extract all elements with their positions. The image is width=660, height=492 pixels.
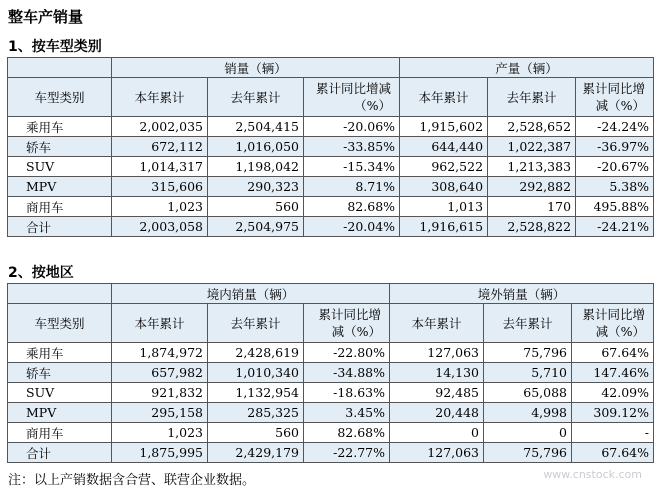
cell-d_chg: -34.88% [304, 363, 390, 383]
cell-o_this: 127,063 [390, 343, 484, 363]
cell-type: 乘用车 [8, 117, 112, 137]
table-row [8, 197, 654, 217]
cell-type: 商用车 [8, 197, 112, 217]
table-row [8, 117, 654, 137]
cell-s_this: 672,112 [112, 137, 208, 157]
cell-s_this: 1,014,317 [112, 157, 208, 177]
table-row [8, 137, 654, 157]
cell-o_chg: 309.12% [572, 403, 654, 423]
header-overseas-this-year: 本年累计 [390, 304, 484, 343]
cell-s_this: 1,023 [112, 197, 208, 217]
cell-d_this: 657,982 [112, 363, 208, 383]
section-title-by-type: 1、按车型类别 [8, 39, 102, 55]
cell-d_chg: 82.68% [304, 423, 390, 443]
cell-p_last: 170 [488, 197, 576, 217]
cell-o_last: 0 [484, 423, 572, 443]
header-production-last-year: 去年累计 [488, 78, 576, 117]
cell-d_this: 295,158 [112, 403, 208, 423]
header-production-this-year: 本年累计 [400, 78, 488, 117]
cell-p_chg: -24.21% [576, 217, 654, 237]
cell-o_chg: 147.46% [572, 363, 654, 383]
header-vehicle-type: 车型类别 [8, 78, 112, 117]
header-corner [8, 284, 112, 304]
cell-s_chg: 82.68% [304, 197, 400, 217]
cell-p_chg: -24.24% [576, 117, 654, 137]
cell-p_last: 2,528,652 [488, 117, 576, 137]
cell-p_last: 292,882 [488, 177, 576, 197]
cell-p_this: 644,440 [400, 137, 488, 157]
cell-d_last: 1,010,340 [208, 363, 304, 383]
table-row [8, 217, 654, 237]
header-sales-this-year: 本年累计 [112, 78, 208, 117]
cell-o_chg: 67.64% [572, 443, 654, 463]
cell-s_this: 315,606 [112, 177, 208, 197]
header-vehicle-type: 车型类别 [8, 304, 112, 343]
header-overseas-change: 累计同比增减（%） [572, 304, 654, 343]
cell-o_this: 20,448 [390, 403, 484, 423]
cell-d_chg: 3.45% [304, 403, 390, 423]
table-row [8, 423, 654, 443]
cell-type: 轿车 [8, 363, 112, 383]
cell-p_this: 1,915,602 [400, 117, 488, 137]
cell-d_last: 2,429,179 [208, 443, 304, 463]
cell-p_chg: -20.67% [576, 157, 654, 177]
cell-d_last: 1,132,954 [208, 383, 304, 403]
cell-s_chg: -20.06% [304, 117, 400, 137]
cell-o_last: 75,796 [484, 343, 572, 363]
cell-o_this: 127,063 [390, 443, 484, 463]
cell-s_last: 2,504,975 [208, 217, 304, 237]
cell-s_chg: -33.85% [304, 137, 400, 157]
header-sales-group: 销量（辆） [112, 58, 400, 78]
cell-d_chg: -22.77% [304, 443, 390, 463]
cell-s_last: 290,323 [208, 177, 304, 197]
cell-type: MPV [8, 177, 112, 197]
page-title: 整车产销量 [8, 8, 84, 26]
header-overseas-last-year: 去年累计 [484, 304, 572, 343]
cell-o_this: 14,130 [390, 363, 484, 383]
cell-o_last: 4,998 [484, 403, 572, 423]
cell-p_chg: 5.38% [576, 177, 654, 197]
cell-d_chg: -18.63% [304, 383, 390, 403]
header-overseas-group: 境外销量（辆） [390, 284, 654, 304]
cell-type: 乘用车 [8, 343, 112, 363]
cell-p_last: 1,213,383 [488, 157, 576, 177]
cell-s_chg: -15.34% [304, 157, 400, 177]
table-row [8, 443, 654, 463]
header-production-group: 产量（辆） [400, 58, 654, 78]
cell-d_this: 1,023 [112, 423, 208, 443]
cell-p_chg: -36.97% [576, 137, 654, 157]
cell-d_last: 2,428,619 [208, 343, 304, 363]
table-by-region [7, 283, 654, 463]
table-row [8, 177, 654, 197]
header-production-change: 累计同比增减（%） [576, 78, 654, 117]
cell-p_last: 1,022,387 [488, 137, 576, 157]
cell-o_chg: 42.09% [572, 383, 654, 403]
header-sales-last-year: 去年累计 [208, 78, 304, 117]
header-domestic-this-year: 本年累计 [112, 304, 208, 343]
cell-o_this: 0 [390, 423, 484, 443]
cell-type: 商用车 [8, 423, 112, 443]
cell-type: SUV [8, 157, 112, 177]
cell-p_this: 308,640 [400, 177, 488, 197]
cell-p_this: 1,013 [400, 197, 488, 217]
cell-s_this: 2,003,058 [112, 217, 208, 237]
cell-d_last: 285,325 [208, 403, 304, 423]
table-row [8, 383, 654, 403]
cell-d_this: 921,832 [112, 383, 208, 403]
cell-s_last: 1,198,042 [208, 157, 304, 177]
cell-type: 合计 [8, 217, 112, 237]
cell-s_last: 2,504,415 [208, 117, 304, 137]
footnote: 注：以上产销数据含合营、联营企业数据。 [8, 473, 256, 488]
section-title-by-region: 2、按地区 [8, 265, 74, 281]
table-row [8, 403, 654, 423]
cell-p_this: 1,916,615 [400, 217, 488, 237]
header-sales-change: 累计同比增减（%） [304, 78, 400, 117]
cell-o_this: 92,485 [390, 383, 484, 403]
cell-o_last: 65,088 [484, 383, 572, 403]
cell-o_chg: 67.64% [572, 343, 654, 363]
cell-p_last: 2,528,822 [488, 217, 576, 237]
header-corner [8, 58, 112, 78]
cell-s_chg: 8.71% [304, 177, 400, 197]
table-row [8, 363, 654, 383]
cell-d_this: 1,874,972 [112, 343, 208, 363]
header-domestic-change: 累计同比增减（%） [304, 304, 390, 343]
cell-o_last: 75,796 [484, 443, 572, 463]
cell-o_chg: - [572, 423, 654, 443]
cell-type: SUV [8, 383, 112, 403]
cell-s_chg: -20.04% [304, 217, 400, 237]
cell-type: 合计 [8, 443, 112, 463]
table-by-vehicle-type [7, 57, 654, 237]
cell-s_this: 2,002,035 [112, 117, 208, 137]
cell-d_last: 560 [208, 423, 304, 443]
header-domestic-group: 境内销量（辆） [112, 284, 390, 304]
cell-d_chg: -22.80% [304, 343, 390, 363]
cell-s_last: 560 [208, 197, 304, 217]
cell-o_last: 5,710 [484, 363, 572, 383]
cell-type: MPV [8, 403, 112, 423]
header-domestic-last-year: 去年累计 [208, 304, 304, 343]
cell-type: 轿车 [8, 137, 112, 157]
watermark: www.cnstock.com [543, 468, 642, 481]
table-row [8, 343, 654, 363]
cell-p_chg: 495.88% [576, 197, 654, 217]
table-row [8, 157, 654, 177]
cell-s_last: 1,016,050 [208, 137, 304, 157]
cell-d_this: 1,875,995 [112, 443, 208, 463]
cell-p_this: 962,522 [400, 157, 488, 177]
